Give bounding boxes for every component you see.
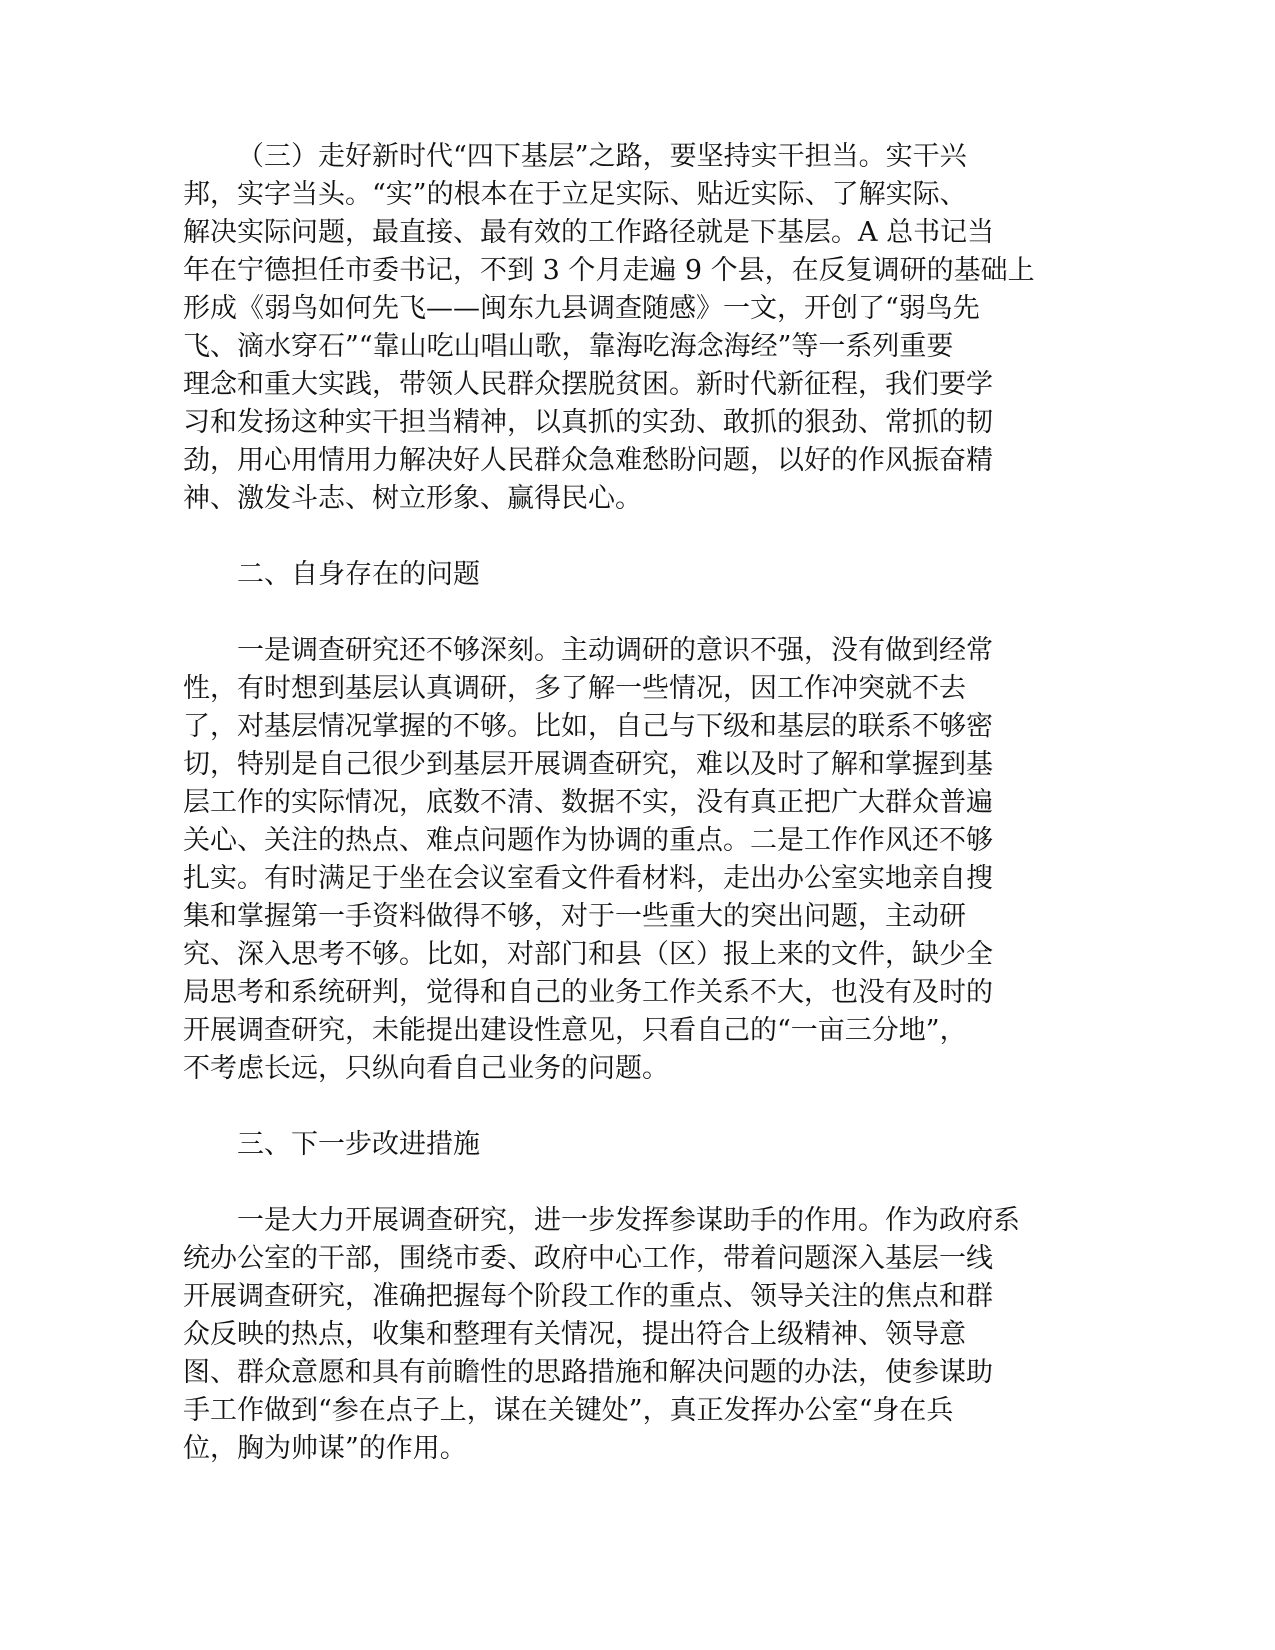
paragraph-improvement-measures xyxy=(183,1202,1095,1468)
paragraph-line: 究、深入思考不够。比如，对部门和县（区）报上来的文件，缺少全 xyxy=(183,939,993,970)
section-heading-improvements: 三、下一步改进措施 xyxy=(237,1129,480,1160)
paragraph-line: 理念和重大实践，带领人民群众摆脱贫困。新时代新征程，我们要学 xyxy=(183,369,993,400)
paragraph-line: 开展调查研究，准确把握每个阶段工作的重点、领导关注的焦点和群 xyxy=(183,1281,993,1312)
paragraph-line: 飞、滴水穿石”“靠山吃山唱山歌，靠海吃海念海经”等一系列重要 xyxy=(183,331,954,362)
paragraph-line: 年在宁德担任市委书记，不到 3 个月走遍 9 个县，在反复调研的基础上 xyxy=(183,255,1035,286)
paragraph-line: 众反映的热点，收集和整理有关情况，提出符合上级精神、领导意 xyxy=(183,1319,966,1350)
paragraph-line: 劲，用心用情用力解决好人民群众急难愁盼问题，以好的作风振奋精 xyxy=(183,445,993,476)
paragraph-line: 位，胸为帅谋”的作用。 xyxy=(183,1433,467,1464)
paragraph-line: 图、群众意愿和具有前瞻性的思路措施和解决问题的办法，使参谋助 xyxy=(183,1357,993,1388)
paragraph-line: 集和掌握第一手资料做得不够，对于一些重大的突出问题，主动研 xyxy=(183,901,966,932)
paragraph-line: 性，有时想到基层认真调研，多了解一些情况，因工作冲突就不去 xyxy=(183,673,966,704)
paragraph-line: 局思考和系统研判，觉得和自己的业务工作关系不大，也没有及时的 xyxy=(183,977,993,1008)
paragraph-line: 扎实。有时满足于坐在会议室看文件看材料，走出办公室实地亲自搜 xyxy=(183,863,993,894)
paragraph-line: 神、激发斗志、树立形象、赢得民心。 xyxy=(183,483,642,514)
paragraph-existing-problems xyxy=(183,632,1095,1088)
paragraph-line: 一是大力开展调查研究，进一步发挥参谋助手的作用。作为政府系 xyxy=(237,1205,1020,1236)
paragraph-line: 手工作做到“参在点子上，谋在关键处”，真正发挥办公室“身在兵 xyxy=(183,1395,954,1426)
paragraph-line: 习和发扬这种实干担当精神，以真抓的实劲、敢抓的狠劲、常抓的韧 xyxy=(183,407,993,438)
paragraph-line: 不考虑长远，只纵向看自己业务的问题。 xyxy=(183,1053,669,1084)
paragraph-line: 关心、关注的热点、难点问题作为协调的重点。二是工作作风还不够 xyxy=(183,825,993,856)
section-heading-problems: 二、自身存在的问题 xyxy=(237,559,480,590)
document-body xyxy=(183,138,1095,1468)
paragraph-line: 一是调查研究还不够深刻。主动调研的意识不强，没有做到经常 xyxy=(237,635,993,666)
paragraph-line: 形成《弱鸟如何先飞——闽东九县调查随感》一文，开创了“弱鸟先 xyxy=(183,293,980,324)
paragraph-line: 邦，实字当头。“实”的根本在于立足实际、贴近实际、了解实际、 xyxy=(183,179,967,210)
paragraph-line: 层工作的实际情况，底数不清、数据不实，没有真正把广大群众普遍 xyxy=(183,787,993,818)
paragraph-line: 切，特别是自己很少到基层开展调查研究，难以及时了解和掌握到基 xyxy=(183,749,993,780)
paragraph-line: 解决实际问题，最直接、最有效的工作路径就是下基层。A 总书记当 xyxy=(183,217,995,248)
paragraph-practical-responsibility xyxy=(183,138,1095,518)
paragraph-line: （三）走好新时代“四下基层”之路，要坚持实干担当。实干兴 xyxy=(237,141,967,172)
paragraph-line: 统办公室的干部，围绕市委、政府中心工作，带着问题深入基层一线 xyxy=(183,1243,993,1274)
paragraph-line: 了，对基层情况掌握的不够。比如，自己与下级和基层的联系不够密 xyxy=(183,711,993,742)
paragraph-line: 开展调查研究，未能提出建设性意见，只看自己的“一亩三分地”， xyxy=(183,1015,967,1046)
